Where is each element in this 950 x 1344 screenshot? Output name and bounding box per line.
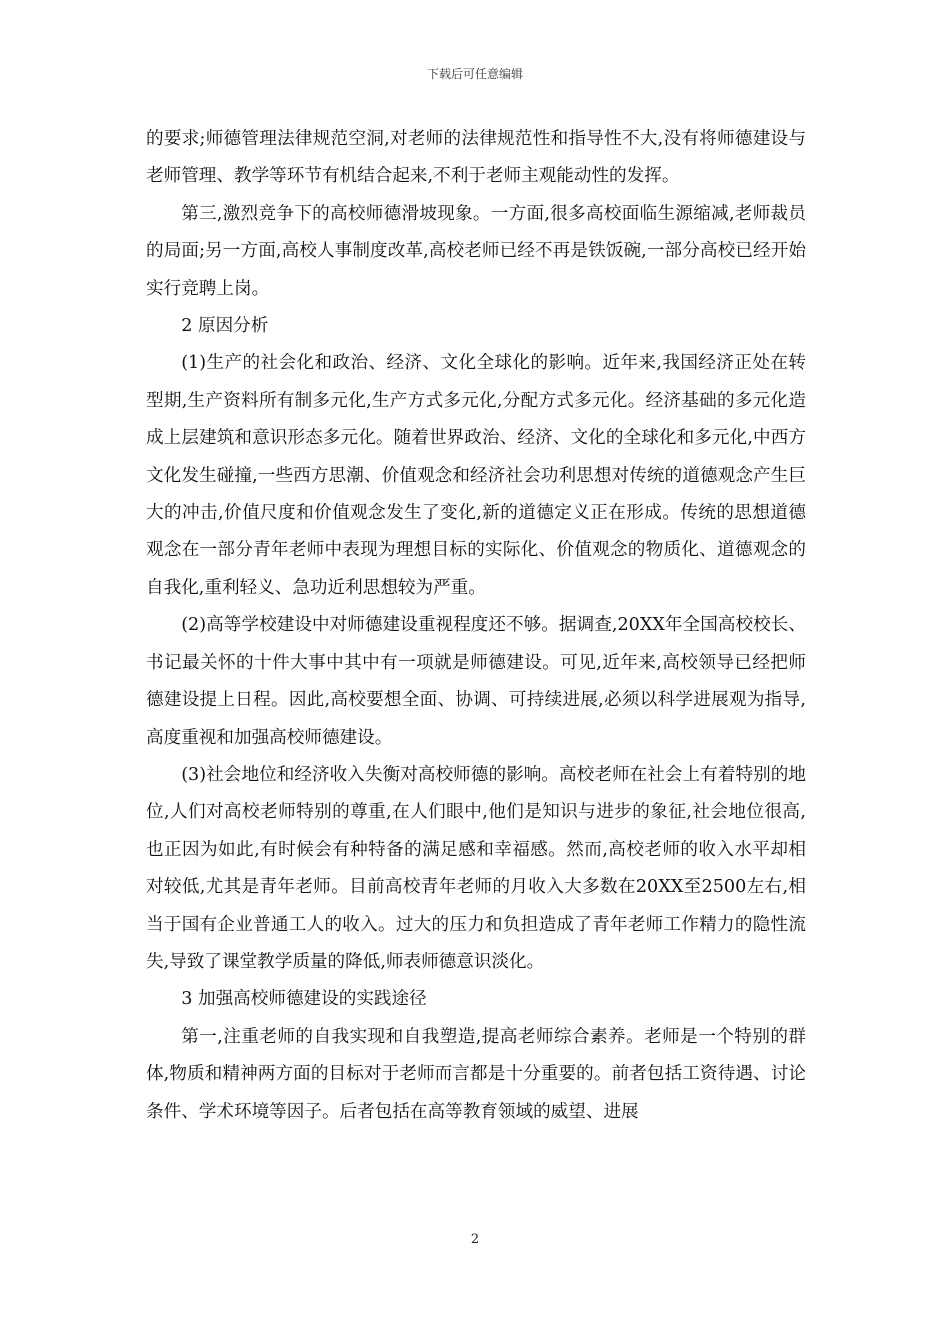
page-number: 2 — [470, 1232, 480, 1247]
paragraph: (1)生产的社会化和政治、经济、文化全球化的影响。近年来,我国经济正处在转型期,生产资料所有制多元化,生产方式多元化,分配方式多元化。经济基础的多元化造成上层建筑和意识形态多元化。随着世界政治、经济、文化的全球化和多元化,中西方文化发生碰撞,一些西方思潮、价值观念和经济社会功利思想对传统的道德观念产生巨大的冲击,价值尺度和价值观念发生了变化,新的道德定义正在形成。传统的思想道德观念在一部分青年老师中表现为理想目标的实际化、价值观念的物质化、道德观念的自我化,重利轻义、急功近利思想较为严重。 — [146, 353, 806, 598]
body-text — [146, 121, 806, 1131]
paragraph: (2)高等学校建设中对师德建设重视程度还不够。据调查,20XX年全国高校校长、书记最关怀的十件大事中其中有一项就是师德建设。可见,近年来,高校领导已经把师德建设提上日程。因此,高校要想全面、协调、可持续进展,必须以科学进展观为指导,高度重视和加强高校师德建设。 — [146, 615, 806, 748]
section-heading: 3 加强高校师德建设的实践途径 — [181, 989, 427, 1010]
paragraph: 第一,注重老师的自我实现和自我塑造,提高老师综合素养。老师是一个特别的群体,物质和精神两方面的目标对于老师而言都是十分重要的。前者包括工资待遇、讨论条件、学术环境等因子。后者包括在高等教育领域的威望、进展 — [146, 1026, 806, 1122]
paragraph: 的要求;师德管理法律规范空洞,对老师的法律规范性和指导性不大,没有将师德建设与老师管理、教学等环节有机结合起来,不利于老师主观能动性的发挥。 — [146, 129, 806, 187]
section-heading: 2 原因分析 — [181, 316, 269, 337]
page-header: 下载后可任意编辑 — [426, 67, 523, 81]
paragraph: (3)社会地位和经济收入失衡对高校师德的影响。高校老师在社会上有着特别的地位,人们对高校老师特别的尊重,在人们眼中,他们是知识与进步的象征,社会地位很高,也正因为如此,有时候会有种特备的满足感和幸福感。然而,高校老师的收入水平却相对较低,尤其是青年老师。目前高校青年老师的月收入大多数在20XX至2500左右,相当于国有企业普通工人的收入。过大的压力和负担造成了青年老师工作精力的隐性流失,导致了课堂教学质量的降低,师表师德意识淡化。 — [146, 764, 806, 972]
paragraph: 第三,激烈竞争下的高校师德滑坡现象。一方面,很多高校面临生源缩减,老师裁员的局面;另一方面,高校人事制度改革,高校老师已经不再是铁饭碗,一部分高校已经开始实行竞聘上岗。 — [146, 203, 806, 299]
